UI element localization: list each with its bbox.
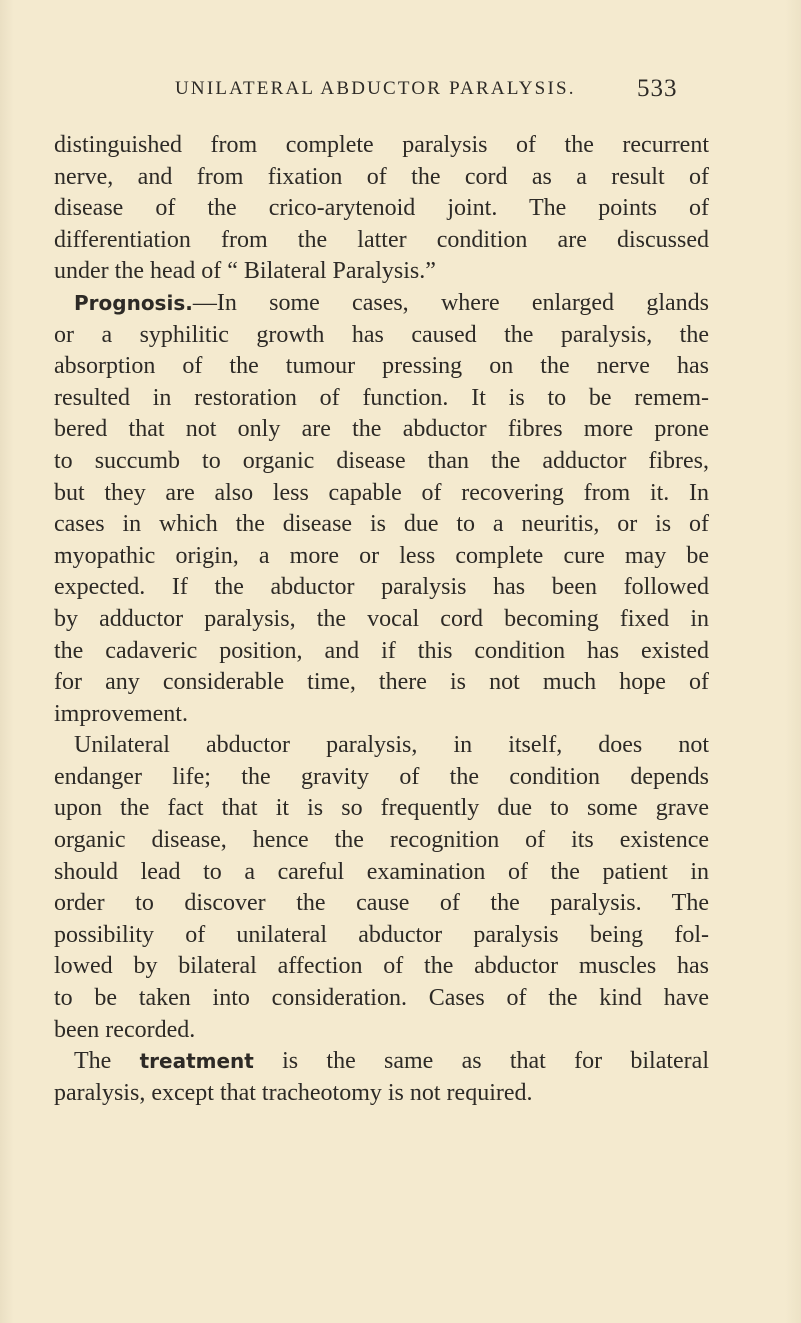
text-line xyxy=(54,383,709,415)
text-line xyxy=(54,793,709,825)
text-line xyxy=(54,604,709,636)
text-line xyxy=(54,256,709,288)
text-run: been recorded. xyxy=(54,1016,196,1043)
text-line xyxy=(54,1015,709,1047)
text-run: but they are also less capable of recovering from it. In xyxy=(54,479,709,506)
text-line xyxy=(54,225,709,257)
text-run: to be taken into consideration. Cases of the kind have xyxy=(54,985,709,1012)
text-run: organic disease, hence the recognition of its existence xyxy=(54,827,709,854)
paragraph xyxy=(54,730,709,1046)
text-line xyxy=(54,888,709,920)
text-line xyxy=(54,446,709,478)
text-run: distinguished from complete paralysis of the recurrent xyxy=(54,132,709,158)
text-line xyxy=(54,478,709,510)
text-line xyxy=(54,193,709,225)
text-line xyxy=(54,541,709,573)
paragraph xyxy=(54,288,709,730)
text-run: or a syphilitic growth has caused the paralysis, the xyxy=(54,321,709,348)
text-run: improvement. xyxy=(54,700,188,727)
text-line xyxy=(54,920,709,952)
text-line xyxy=(54,1078,709,1110)
text-run: —In some cases, where enlarged glands xyxy=(192,289,709,316)
text-run: expected. If the abductor paralysis has been followed xyxy=(54,574,709,601)
text-run: cases in which the disease is due to a neuritis, or is of xyxy=(54,511,709,538)
body-text xyxy=(54,130,709,1109)
text-line xyxy=(54,320,709,352)
text-line xyxy=(54,162,709,194)
text-line xyxy=(54,288,709,320)
text-run: differentiation from the latter condition are discussed xyxy=(54,226,709,253)
text-line xyxy=(54,951,709,983)
paragraph xyxy=(54,1046,709,1109)
text-run: should lead to a careful examination of the patient in xyxy=(54,858,709,885)
text-run: possibility of unilateral abductor paralysis being fol- xyxy=(54,921,709,948)
text-line xyxy=(54,351,709,383)
text-line xyxy=(54,857,709,889)
text-run: paralysis, except that tracheotomy is not required. xyxy=(54,1079,533,1106)
text-run: is the same as that for bilateral xyxy=(253,1048,709,1075)
paragraph xyxy=(54,130,709,288)
text-run: upon the fact that it is so frequently due to some grave xyxy=(54,795,709,822)
text-run: absorption of the tumour pressing on the nerve has xyxy=(54,353,709,380)
text-run: endanger life; the gravity of the condition depends xyxy=(54,763,709,790)
text-run: disease of the crico-arytenoid joint. The points of xyxy=(54,195,709,222)
text-line xyxy=(54,730,709,762)
text-line xyxy=(54,699,709,731)
text-run: resulted in restoration of function. It is to be remem- xyxy=(54,384,709,411)
text-run: bered that not only are the abductor fibres more prone xyxy=(54,416,709,443)
text-line xyxy=(54,509,709,541)
text-line xyxy=(54,636,709,668)
text-line xyxy=(54,414,709,446)
text-line xyxy=(54,572,709,604)
text-run: the cadaveric position, and if this condition has existed xyxy=(54,637,709,664)
text-run: under the head of “ Bilateral Paralysis.” xyxy=(54,258,436,285)
text-run: Unilateral abductor paralysis, in itself, does not xyxy=(74,732,709,759)
text-run: nerve, and from fixation of the cord as a result of xyxy=(54,163,709,190)
text-run: lowed by bilateral affection of the abductor muscles has xyxy=(54,953,709,980)
text-line xyxy=(54,762,709,794)
text-line xyxy=(54,130,709,162)
text-run: The xyxy=(74,1048,140,1075)
text-run: for any considerable time, there is not much hope of xyxy=(54,669,709,696)
text-run: to succumb to organic disease than the adductor fibres, xyxy=(54,447,709,474)
page-number: 533 xyxy=(637,75,678,102)
running-head-title: UNILATERAL ABDUCTOR PARALYSIS. xyxy=(175,78,576,99)
text-line xyxy=(54,1046,709,1078)
bold-run-heading: Prognosis. xyxy=(74,290,193,315)
text-line xyxy=(54,983,709,1015)
bold-run-heading: treatment xyxy=(139,1049,254,1074)
text-line xyxy=(54,825,709,857)
text-run: order to discover the cause of the paralysis. The xyxy=(54,890,709,917)
text-run: by adductor paralysis, the vocal cord becoming fixed in xyxy=(54,605,709,632)
text-run: myopathic origin, a more or less complete cure may be xyxy=(54,542,709,569)
text-line xyxy=(54,667,709,699)
